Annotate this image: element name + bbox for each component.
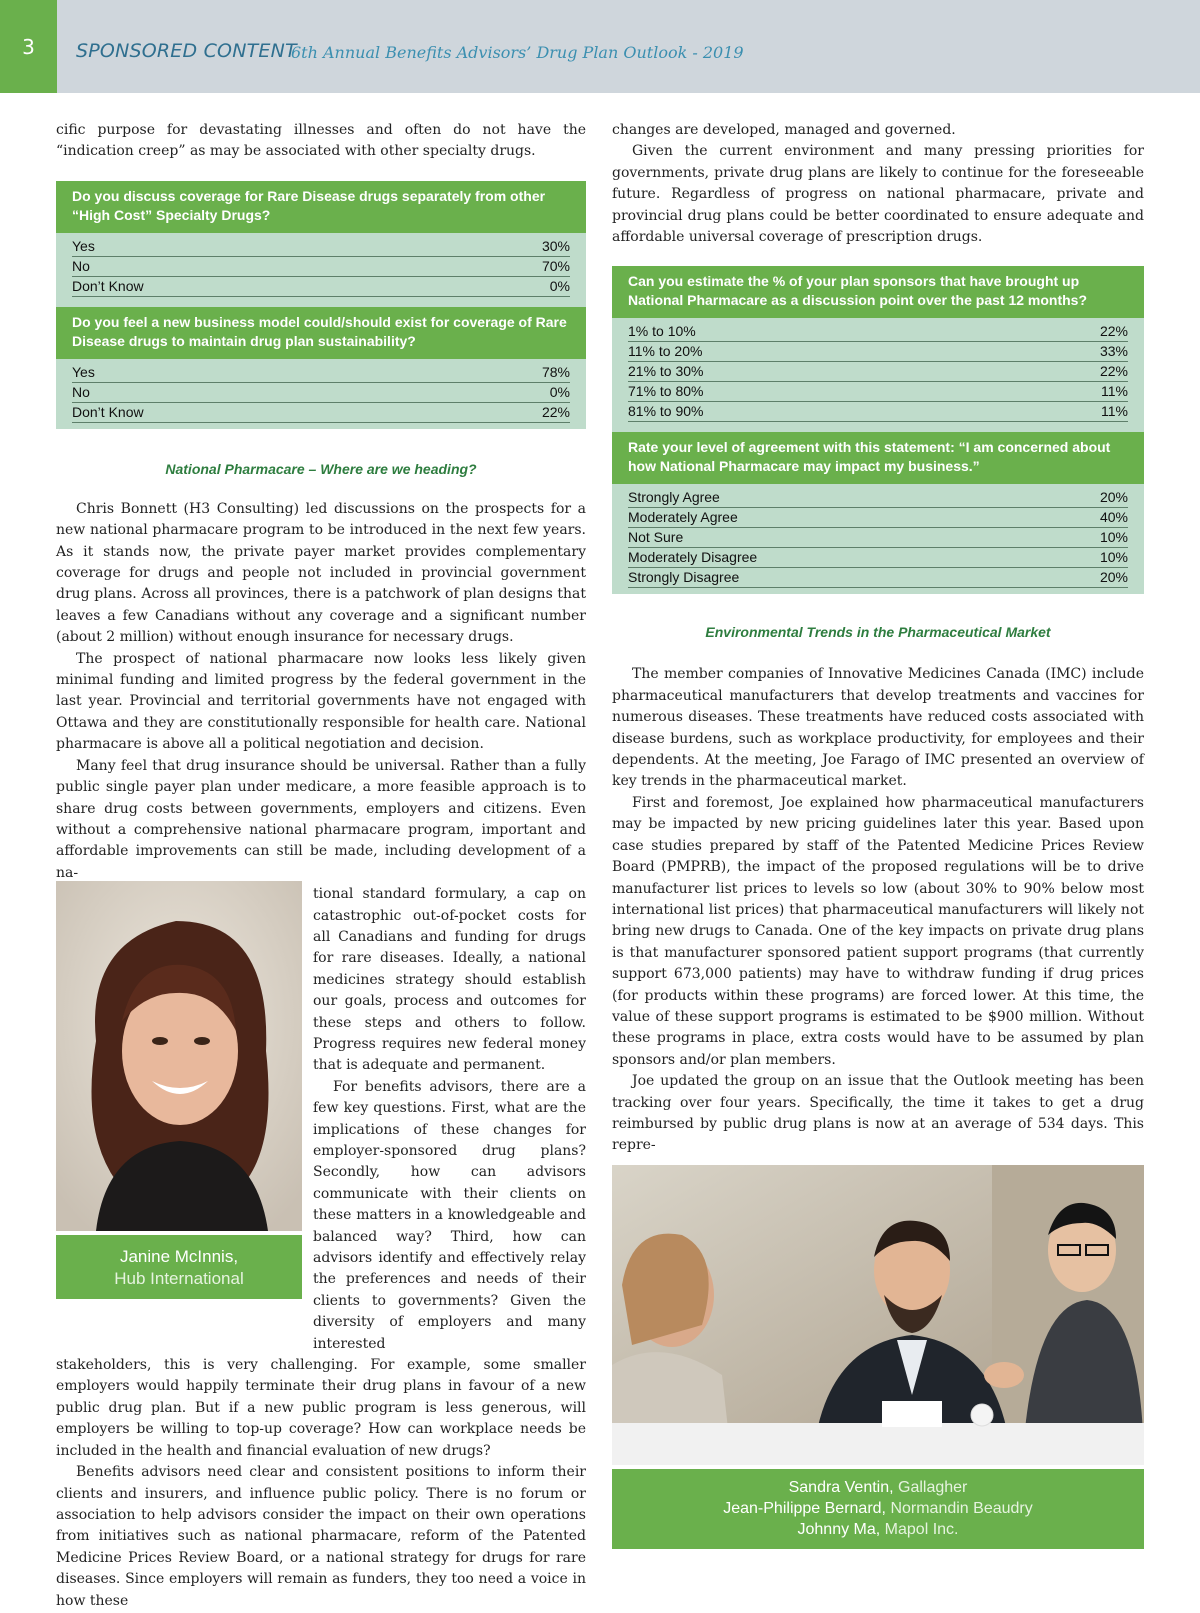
page-number: 3 (0, 0, 57, 93)
article-text-right-top: changes are developed, managed and governed. Given the current environment and many pressing priorities for governments, private drug plans are likely to continue for the foreseeable future. Regardless of progress on national pharmacare, private and provincial drug plans could be better coordinated to ensure adequate and affordable universal coverage of prescription drugs. (612, 122, 1144, 246)
portrait-photo-janine (56, 881, 302, 1299)
survey-answers (56, 233, 586, 297)
survey-question: Rate your level of agreement with this statement: “I am concerned about how National Pharmacare may impact my business.” (612, 432, 1144, 484)
survey-row: Yes 30% (72, 237, 570, 257)
survey-answers (612, 484, 1144, 588)
survey-box-pharmacare (612, 266, 1144, 594)
survey-row: Don’t Know 22% (72, 403, 570, 423)
group-photo-panel (612, 1165, 1144, 1549)
sponsored-label: SPONSORED CONTENT (76, 40, 297, 62)
article-text-left: Chris Bonnett (H3 Consulting) led discussions on the prospects for a new national pharmacare program to be introduced in the next few years. As it stands now, the private payer market provides complementary coverage for drugs and people not included in provincial government drug plans. Across all provinces, there is a patchwork of plan designs that leaves a few Canadians without any coverage and a significant number (about 2 million) without enough insurance for necessary drugs. The prospect of national pharmacare now looks less likely given minimal funding and limited progress by the federal government in the last year. Provincial and territorial governments have not engaged with Ottawa and they are constitutionally responsible for health care. National pharmacare is above all a political negotiation and decision. Many feel that drug insurance should be universal. Rather than a fully public single payer plan under medicare, a more feasible approach is to share drug costs between governments, employers and citizens. Even without a comprehensive national pharmacare program, important and affordable improvements can still be made, including development of a na- tional standard formulary, a cap on catastrophic out-of-pocket costs for all Canadians and funding for drugs for rare diseases. Ideally, a national medicines strategy should establish our goals, process and outcomes for these steps and others to follow. Progress requires new federal money that is adequate and permanent. For benefits advisors, there are a few key questions. First, what are the implications of these changes for employer-sponsored drug plans? Secondly, how can advisors communicate with their clients on these matters in a knowledgeable and balanced way? Third, how can advisors identify and effectively relay the preferences and needs of their clients to governments? Given the diversity of employers and many interested stakeholders, this is very challenging. For example, some smaller employers would happily terminate their drug plans in favour of a new public drug plan. But if a new public program is less generous, will employers be willing to top-up coverage? How can workplace needs be included in the health and financial evaluation of new drugs? Benefits advisors need clear and consistent positions to inform their clients and insurers, and influence public policy. There is no forum or association to help advisors consider the impact on their own operations from initiatives such as national pharmacare, reform of the Patented Medicine Prices Review Board, or a national strategy for drugs for rare diseases. Since employers will remain as funders, they too need a voice in how these (56, 500, 586, 1609)
right-column (612, 120, 1144, 1157)
group-photo-caption: Sandra Ventin, Gallagher Jean-Philippe Bernard, Normandin Beaudry Johnny Ma, Mapol Inc. (612, 1469, 1144, 1549)
section-title-environmental-trends: Environmental Trends in the Pharmaceutical Market (705, 624, 1051, 641)
survey-answers (56, 359, 586, 423)
survey-row: 21% to 30% 22% (628, 362, 1128, 382)
survey-row: 1% to 10% 22% (628, 322, 1128, 342)
survey-row: No 0% (72, 383, 570, 403)
section-title-national-pharmacare: National Pharmacare – Where are we heading? (165, 460, 477, 477)
portrait-image (56, 881, 302, 1231)
portrait-caption: Janine McInnis, Hub International (56, 1235, 302, 1299)
survey-question: Do you discuss coverage for Rare Disease drugs separately from other “High Cost” Specialty Drugs? (56, 181, 586, 233)
page-header (0, 0, 1200, 93)
survey-row: Don’t Know 0% (72, 277, 570, 297)
survey-question: Can you estimate the % of your plan sponsors that have brought up National Pharmacare as a discussion point over the past 12 months? (612, 266, 1144, 318)
survey-row: 71% to 80% 11% (628, 382, 1128, 402)
survey-row: Yes 78% (72, 363, 570, 383)
survey-row: Moderately Disagree 10% (628, 548, 1128, 568)
survey-row: Strongly Disagree 20% (628, 568, 1128, 588)
survey-row: Moderately Agree 40% (628, 508, 1128, 528)
survey-row: Strongly Agree 20% (628, 488, 1128, 508)
group-image (612, 1165, 1144, 1465)
intro-text: cific purpose for devastating illnesses and often do not have the “indication creep” as may be associated with other specialty drugs. (56, 122, 586, 160)
survey-answers (612, 318, 1144, 422)
survey-box-rare-disease (56, 181, 586, 429)
survey-row: 81% to 90% 11% (628, 402, 1128, 422)
left-column (56, 120, 586, 1612)
survey-row: No 70% (72, 257, 570, 277)
survey-question: Do you feel a new business model could/should exist for coverage of Rare Disease drugs to maintain drug plan sustainability? (56, 307, 586, 359)
article-text-right: The member companies of Innovative Medicines Canada (IMC) include pharmaceutical manufacturers that develop treatments and vaccines for numerous diseases. These treatments have reduced costs associated with disease burdens, such as workplace productivity, for employees and their dependents. At the meeting, Joe Farago of IMC presented an overview of key trends in the pharmaceutical market. First and foremost, Joe explained how pharmaceutical manufacturers may be impacted by new pricing guidelines later this year. Based upon case studies prepared by staff of the Patented Medicine Prices Review Board (PMPRB), the impact of the proposed regulations will be to drive manufacturer list prices to levels so low (about 30% to 90% below most international list prices) that pharmaceutical manufacturers will likely not bring new drugs to Canada. One of the key impacts on private drug plans is that manufacturer sponsored patient support programs (that currently support 673,000 patients) may have to withdraw funding if drug prices (for products within these programs) are forced lower. At this time, the value of these support programs is estimated to be $900 million. Without these programs in place, extra costs would have to be assumed by plan sponsors and/or plan members. Joe updated the group on an issue that the Outlook meeting has been tracking over four years. Specifically, the time it takes to get a drug reimbursed by public drug plans is now at an average of 534 days. This repre- (612, 666, 1144, 1154)
publication-title: 6th Annual Benefits Advisors’ Drug Plan Outlook - 2019 (291, 43, 744, 62)
survey-row: 11% to 20% 33% (628, 342, 1128, 362)
survey-row: Not Sure 10% (628, 528, 1128, 548)
